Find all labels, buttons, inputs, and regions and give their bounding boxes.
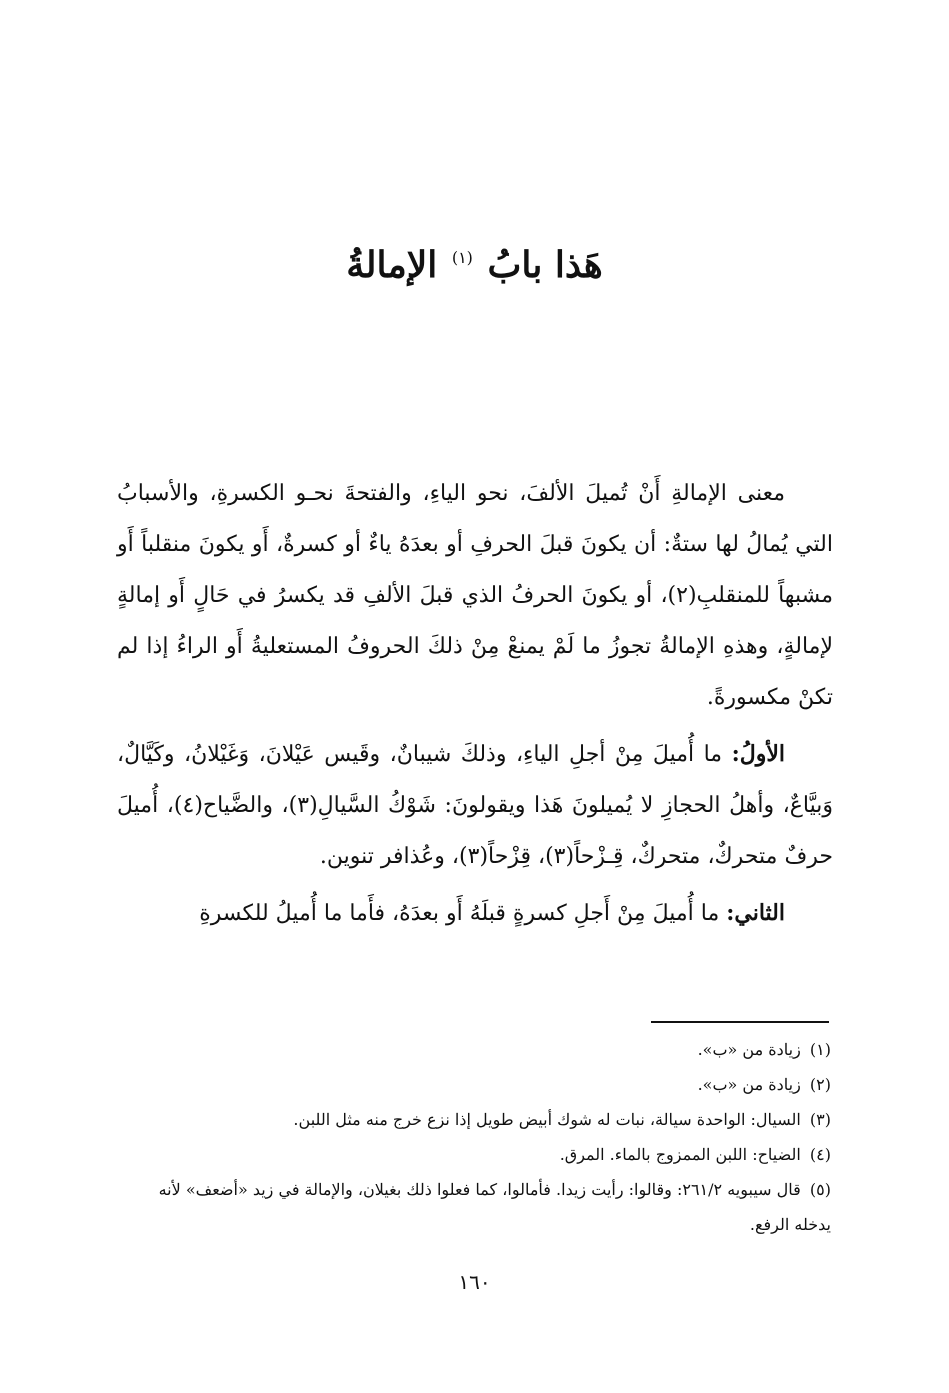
footnote-item: [117, 1172, 831, 1242]
footnote-text: قال سيبويه ٢٦١/٢: وقالوا: رأيت زيدا. فأمالوا، كما فعلوا ذلك بغيلان، والإمالة في زيد «أضعف» لأنه يدخله الرفع.: [158, 1180, 831, 1234]
footnote-text: زيادة من «ب».: [697, 1075, 801, 1094]
footnote-number: (٣): [809, 1110, 831, 1129]
title-prefix: هَذا بابُ: [487, 244, 603, 286]
footnote-item: [117, 1032, 831, 1067]
footnote-number: (٥): [809, 1180, 831, 1199]
paragraph-first: [117, 729, 833, 882]
paragraph-intro: [117, 468, 833, 723]
paragraph-text: معنى الإمالةِ أَنْ تُميلَ الألفَ، نحو الياءِ، والفتحةَ نحـو الكسرةِ، والأسبابُ التي يُمالُ لها ستةٌ: أن يكونَ قبلَ الحرفِ أو بعدَهُ ياءٌ أو كسرةٌ، أَو يكونَ منقلباً أَو مشبهاً للمنقلبِ(٢)، أو يكونَ الحرفُ الذي قبلَ الألفِ قد يكسرُ في حَالٍ أَو إمالةٍ لإمالةٍ، وهذهِ الإمالةُ تجوزُ ما لَمْ يمنعْ مِنْ ذلكَ الحروفُ المستعليةُ أَو الراءُ إذا لم تكنْ مكسورةً.: [117, 481, 833, 710]
footnote-item: [117, 1067, 831, 1102]
footnote-text: السيال: الواحدة سيالة، نبات له شوك أبيض طويل إذا نزع خرج منه مثل اللبن.: [293, 1110, 801, 1129]
footnote-number: (٢): [809, 1075, 831, 1094]
footnote-item: [117, 1137, 831, 1172]
paragraph-second: [117, 888, 833, 939]
footnote-item: [117, 1102, 831, 1137]
chapter-title: [0, 244, 949, 287]
main-text: [117, 468, 833, 945]
footnote-text: زيادة من «ب».: [697, 1040, 801, 1059]
page-number: ١٦٠: [458, 1270, 491, 1294]
title-main: الإمالةُ: [346, 244, 438, 286]
footnote-divider: [651, 1021, 829, 1023]
footnotes: [117, 1032, 831, 1242]
footnote-text: الضياح: اللبن الممزوج بالماء. المرق.: [559, 1145, 801, 1164]
footnote-number: (١): [809, 1040, 831, 1059]
paragraph-text: ما أُميلَ مِنْ أَجلِ كسرةٍ قبلَهُ أَو بعدَهُ، فأَما ما أُميلُ للكسرةِ: [199, 901, 720, 926]
title-footnote-ref[interactable]: (١): [451, 248, 473, 267]
paragraph-lead: الثاني:: [726, 900, 785, 926]
paragraph-text: ما أُميلَ مِنْ أجلِ الياءِ، وذلكَ شيبانٌ، وقَيس عَيْلانَ، وَغَيْلانُ، وكَيَّالٌ، وَبيَّاعٌ، وأهلُ الحجازِ لا يُميلونَ هَذا ويقولونَ: شَوْكُ السَّيالِ(٣)، والضَّياح(٤)، أُميلَ حرفٌ متحركٌ، متحركٌ، قِـزْحاً(٣)، قِزْحاً(٣)، وعُذافر تنوين.: [117, 742, 834, 869]
paragraph-lead: الأولُ:: [731, 741, 785, 767]
footnote-number: (٤): [809, 1145, 831, 1164]
